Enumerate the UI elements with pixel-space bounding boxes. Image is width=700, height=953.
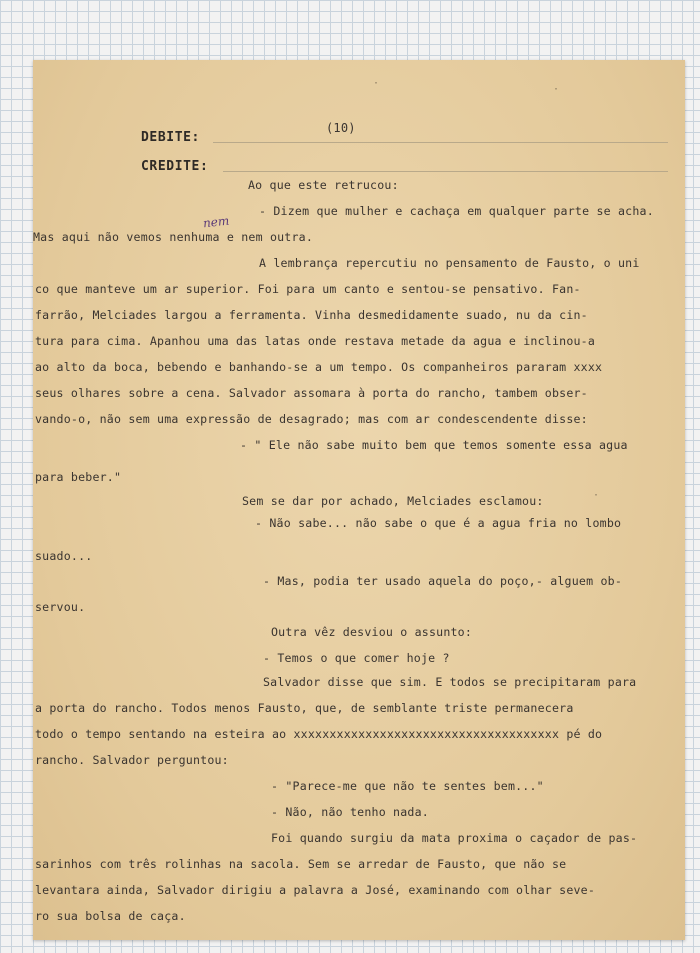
- text-line: Outra vêz desviou o assunto:: [271, 625, 473, 639]
- text-line: Sem se dar por achado, Melciades esclamou:: [242, 494, 544, 508]
- ink-speck: ·: [593, 490, 600, 501]
- text-line: Foi quando surgiu da mata proxima o caçador de pas-: [271, 831, 638, 845]
- text-line: servou.: [35, 600, 86, 614]
- text-line: Salvador disse que sim. E todos se precipitaram para: [263, 675, 637, 689]
- text-line: - " Ele não sabe muito bem que temos somente essa agua: [240, 438, 628, 452]
- handwritten-correction: nem: [202, 213, 230, 231]
- text-line: - Não, não tenho nada.: [271, 805, 429, 819]
- text-line: vando-o, não sem uma expressão de desagrado; mas com ar condescendente disse:: [35, 412, 588, 426]
- text-line: para beber.": [35, 470, 122, 484]
- text-line: - Temos o que comer hoje ?: [263, 651, 450, 665]
- text-line: - Mas, podia ter usado aquela do poço,- alguem ob-: [263, 574, 623, 588]
- text-line: todo o tempo sentando na esteira ao xxxxxxxxxxxxxxxxxxxxxxxxxxxxxxxxxxxxx pé do: [35, 727, 603, 741]
- credite-rule: [223, 171, 668, 172]
- text-line: - "Parece-me que não te sentes bem...": [271, 779, 544, 793]
- text-line: seus olhares sobre a cena. Salvador assomara à porta do rancho, tambem obser-: [35, 386, 588, 400]
- text-line: farrão, Melciades largou a ferramenta. Vinha desmedidamente suado, nu da cin-: [35, 308, 588, 322]
- text-line: co que manteve um ar superior. Foi para um canto e sentou-se pensativo. Fan-: [35, 282, 581, 296]
- text-line: - Não sabe... não sabe o que é a agua fria no lombo: [255, 516, 622, 530]
- text-line: Mas aqui não vemos nenhuma e nem outra.: [33, 230, 314, 244]
- ink-speck: ·: [553, 84, 560, 95]
- page-number: (10): [326, 121, 356, 135]
- debite-rule: [213, 142, 668, 143]
- text-line: levantara ainda, Salvador dirigiu a palavra a José, examinando com olhar seve-: [35, 883, 596, 897]
- text-line: rancho. Salvador perguntou:: [35, 753, 229, 767]
- debite-label: DEBITE:: [141, 130, 200, 145]
- text-line: ao alto da boca, bebendo e banhando-se a um tempo. Os companheiros pararam xxxx: [35, 360, 603, 374]
- text-line: suado...: [35, 549, 93, 563]
- ink-speck: ·: [373, 78, 380, 89]
- text-line: A lembrança repercutiu no pensamento de Fausto, o uni: [259, 256, 640, 270]
- text-line: a porta do rancho. Todos menos Fausto, que, de semblante triste permanecera: [35, 701, 574, 715]
- text-line: Ao que este retrucou:: [248, 178, 399, 192]
- credite-label: CREDITE:: [141, 159, 209, 174]
- text-line: ro sua bolsa de caça.: [35, 909, 186, 923]
- text-line: - Dizem que mulher e cachaça em qualquer parte se acha.: [259, 204, 654, 218]
- text-line: sarinhos com três rolinhas na sacola. Sem se arredar de Fausto, que não se: [35, 857, 567, 871]
- text-line: tura para cima. Apanhou uma das latas onde restava metade da agua e inclinou-a: [35, 334, 596, 348]
- typed-page: [33, 60, 685, 940]
